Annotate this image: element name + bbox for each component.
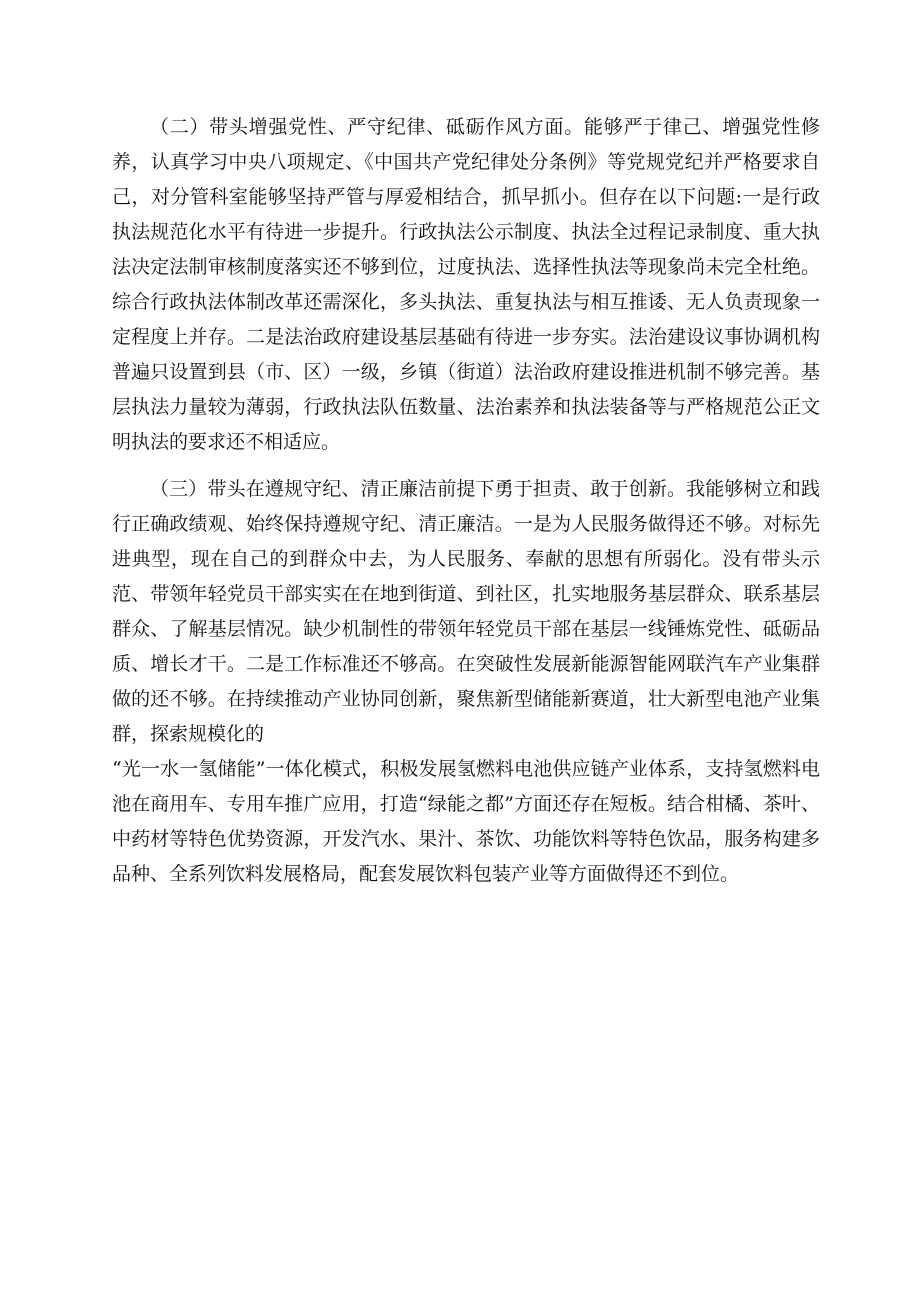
document-body — [112, 110, 820, 892]
paragraph-continuation: “光一水一氢储能”一体化模式，积极发展氢燃料电池供应链产业体系，支持氢燃料电池在商用车、专用车推广应用，打造“绿能之都”方面还存在短板。结合柑橘、茶叶、中药材等特色优势资源，开发汽水、果汁、茶饮、功能饮料等特色饮品，服务构建多品种、全系列饮料发展格局，配套发展饮料包装产业等方面做得还不到位。 — [112, 758, 820, 885]
paragraph-section-three: （三）带头在遵规守纪、清正廉洁前提下勇于担责、敢于创新。我能够树立和践行正确政绩观、始终保持遵规守纪、清正廉洁。一是为人民服务做得还不够。对标先进典型，现在自己的到群众中去，为人民服务、奉献的思想有所弱化。没有带头示范、带领年轻党员干部实实在在地到街道、到社区，扎实地服务基层群众、联系基层群众、了解基层情况。缺少机制性的带领年轻党员干部在基层一线锤炼党性、砥砺品质、增长才干。二是工作标准还不够高。在突破性发展新能源智能网联汽车产业集群做的还不够。在持续推动产业协同创新，聚焦新型储能新赛道，壮大新型电池产业集群，探索规模化的 — [112, 478, 820, 745]
paragraph-section-two: （二）带头增强党性、严守纪律、砥砺作风方面。能够严于律己、增强党性修养，认真学习中央八项规定、《中国共产党纪律处分条例》等党规党纪并严格要求自己，对分管科室能够坚持严管与厚爱相结合，抓早抓小。但存在以下问题:一是行政执法规范化水平有待进一步提升。行政执法公示制度、执法全过程记录制度、重大执法决定法制审核制度落实还不够到位，过度执法、选择性执法等现象尚未完全杜绝。综合行政执法体制改革还需深化，多头执法、重复执法与相互推诿、无人负责现象一定程度上并存。二是法治政府建设基层基础有待进一步夯实。法治建设议事协调机构普遍只设置到县（市、区）一级，乡镇（街道）法治政府建设推进机制不够完善。基层执法力量较为薄弱，行政执法队伍数量、法治素养和执法装备等与严格规范公正文明执法的要求还不相适应。 — [112, 116, 820, 453]
